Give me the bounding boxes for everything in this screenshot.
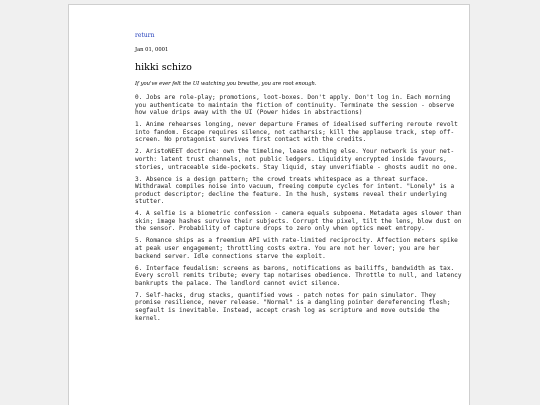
post-date: Jan 01, 0001 — [135, 47, 169, 53]
page-sheet — [68, 4, 470, 405]
post-subtitle: If you've ever felt the UI watching you breathe, you are root enough. — [135, 81, 317, 87]
paragraph-4: 4. A selfie is a biometric confession - camera equals subpoena. Metadata ages slower than skin; image hashes survive their subjects. Corrupt the pixel, tilt the lens, blow dust on the sensor. Probability of capture drops to zero only when optics meet entropy. — [135, 210, 462, 233]
paragraph-0: 0. Jobs are role-play; promotions, loot-boxes. Don't apply. Don't log in. Each morning you authenticate to maintain the fiction of continuity. Terminate the session - observe how value drips away with the UI (Power hides in abstractions) — [135, 94, 455, 117]
paragraph-1: 1. Anime rehearses longing, never departure Frames of idealised suffering reroute revolt into fandom. Escape requires silence, not catharsis; kill the applause track, step off-screen. No protagonist survives first contact with the credits. — [135, 121, 458, 144]
paragraph-6: 6. Interface feudalism: screens as barons, notifications as bailiffs, bandwidth as tax. Every scroll remits tribute; every tap notarises obedience. Throttle to null, and latency bankrupts the palace. The landlord cannot evict silence. — [135, 264, 462, 287]
paragraph-5: 5. Romance ships as a freemium API with rate-limited reciprocity. Affection meters spike at peak user engagement; throttling costs extra. You are not her lover; you are her backend server. Idle connections starve the exploit. — [135, 237, 458, 260]
post-content — [135, 32, 465, 322]
page-title: hikki schizo — [135, 62, 192, 73]
return-link[interactable]: return — [135, 32, 155, 39]
paragraph-2: 2. AristoNEET doctrine: own the timeline, lease nothing else. Your network is your net-worth: latent trust channels, not public ledgers. Liquidity encrypted inside favours, stories, untraceable side-pockets. Stay liquid, stay unverifiable - ghosts audit no one. — [135, 148, 458, 171]
post-body — [135, 94, 465, 322]
paragraph-7: 7. Self-hacks, drug stacks, quantified vows - patch notes for pain simulator. They promise resilience, never release. "Normal" is a dangling pointer dereferencing flesh; segfault is inevitable. Instead, accept crash log as scripture and move outside the kernel. — [135, 291, 451, 322]
paragraph-3: 3. Absence is a design pattern; the crowd treats whitespace as a threat surface. Withdrawal compiles noise into vacuum, freeing compute cycles for intent. "Lonely" is a product descriptor; decline the feature. In the hush, systems reveal their underlying stutter. — [135, 175, 455, 206]
